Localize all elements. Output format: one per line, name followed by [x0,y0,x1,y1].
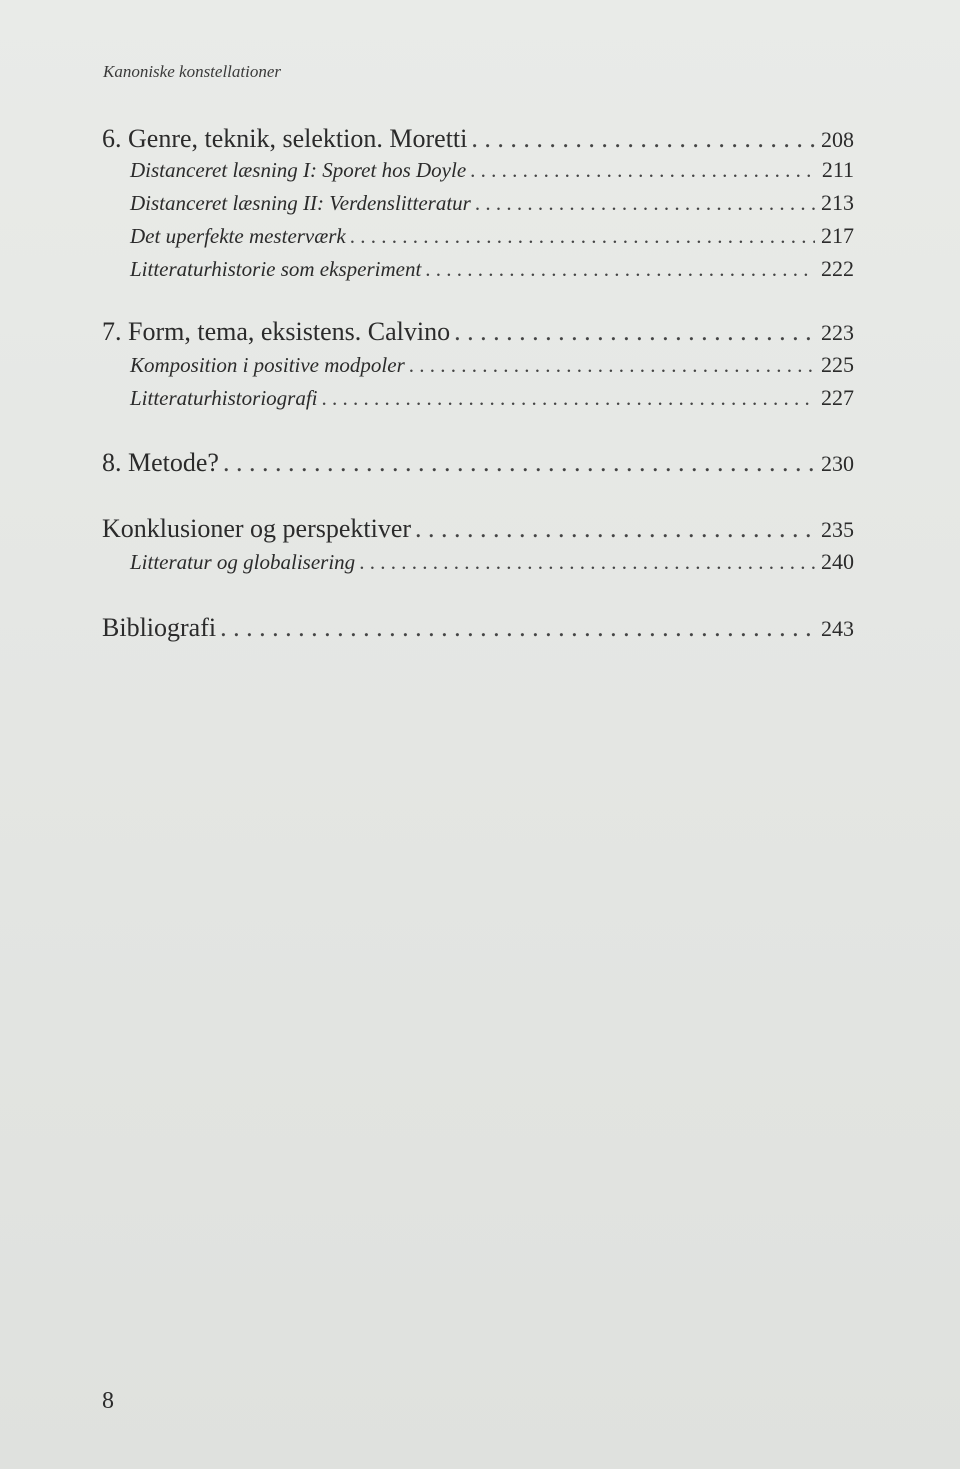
dot-leader [220,613,815,643]
dot-leader [425,257,815,282]
dot-leader [359,550,815,575]
toc-entry-page: 222 [821,256,854,281]
toc-entry-page: 225 [821,352,854,377]
toc-entry-title: 7. Form, tema, eksistens. Calvino [102,317,451,346]
toc-entry-title: Distanceret læsning I: Sporet hos Doyle [130,158,467,182]
running-header: Kanoniske konstellationer [103,62,282,81]
toc-entry [130,352,854,378]
toc-entry [102,613,854,643]
dot-leader [322,386,816,411]
toc-entry [102,514,854,544]
toc-entry-title: Det uperfekte mesterværk [130,224,346,248]
toc-entry-page: 223 [821,320,854,345]
toc-entry-page: 235 [821,517,854,542]
toc-entry-page: 243 [821,616,854,641]
toc-entry-page: 208 [821,127,854,152]
dot-leader [475,191,815,216]
toc-entry [102,124,854,154]
toc-entry [130,223,854,249]
toc-entry-title: Distanceret læsning II: Verdenslitteratur [130,191,471,215]
toc-entry-page: 240 [821,549,854,574]
toc-entry-title: Bibliografi [102,613,217,642]
toc-entry-page: 213 [821,190,854,215]
toc-entry-page: 227 [821,385,854,410]
dot-leader [471,124,815,154]
toc-entry-page: 230 [821,451,854,476]
toc-entry [130,256,854,282]
toc-entry-page: 217 [821,223,854,248]
toc-entry [130,190,854,216]
dot-leader [223,448,815,478]
toc-entry [130,549,854,575]
toc-entry [102,317,854,347]
toc-entry-page: 211 [821,157,854,182]
toc-entry-title: Litteraturhistoriografi [130,386,318,410]
toc-entry [130,157,854,183]
page-number: 8 [102,1388,114,1414]
toc-entry-title: Litteraturhistorie som eksperiment [130,257,422,281]
dot-leader [470,158,816,183]
dot-leader [415,514,815,544]
toc-entry-title: Litteratur og globalisering [130,550,356,574]
dot-leader [409,353,815,378]
toc-entry-title: 6. Genre, teknik, selektion. Moretti [102,124,468,153]
toc-entry-title: Komposition i positive modpoler [130,353,405,377]
dot-leader [454,317,815,347]
toc-entry-title: Konklusioner og perspektiver [102,514,412,543]
toc-entry-title: 8. Metode? [102,448,219,477]
dot-leader [350,224,815,249]
toc-entry [130,385,854,411]
toc-entry [102,448,854,478]
